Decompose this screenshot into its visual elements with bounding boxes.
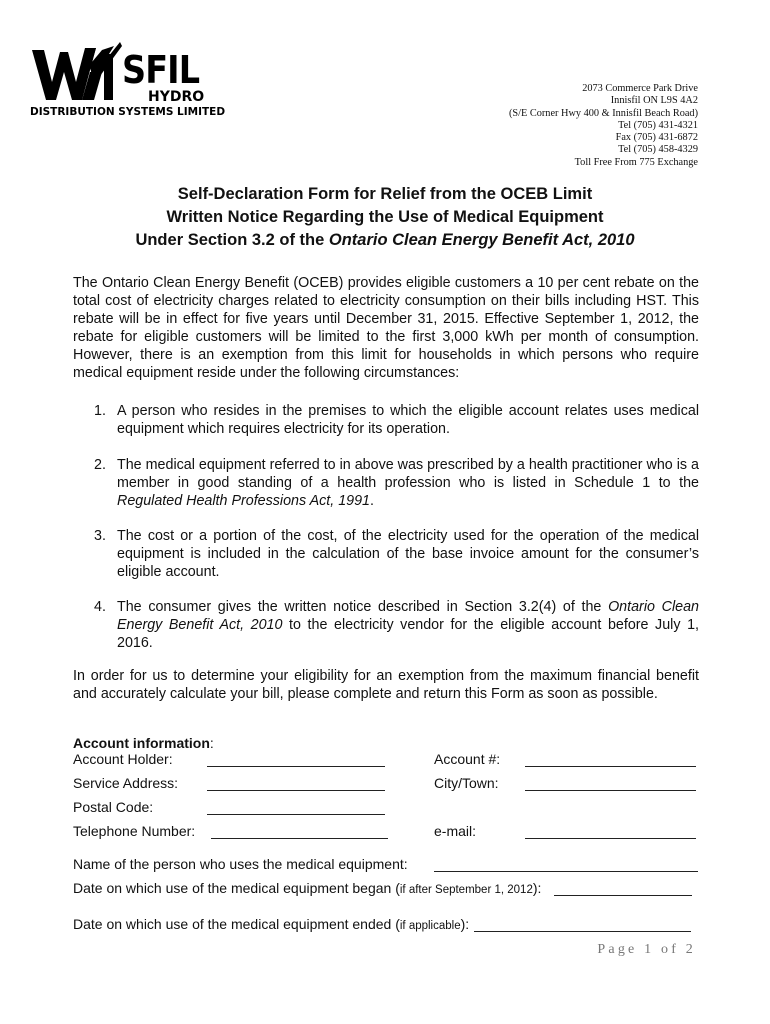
innisfil-logo-icon: [30, 42, 125, 106]
account-info-heading-colon: :: [209, 735, 214, 751]
equipment-ended-label-suffix: ):: [460, 916, 470, 932]
logo-company-line: DISTRIBUTION SYSTEMS LIMITED: [30, 106, 226, 118]
logo-wordmark: SFIL: [122, 48, 200, 92]
equipment-user-label: Name of the person who uses the medical equipment:: [73, 856, 408, 872]
list-item-number: 3.: [94, 528, 106, 544]
equipment-began-note: if after September 1, 2012: [399, 884, 533, 896]
equipment-began-label-suffix: ):: [532, 880, 542, 896]
list-item-text: [117, 456, 699, 510]
city-town-field[interactable]: [525, 790, 696, 791]
intro-paragraph: The Ontario Clean Energy Benefit (OCEB) provides eligible customers a 10 per cent rebate on the total cost of electricity charges related to electricity consumption on their bills including HST. This rebate will be in effect for five years until December 31, 2015. Effective September 1, 2012, the rebate for eligible customers will be limited to the first 3,000 kWh per month of consumption. However, there is an exemption from this limit for households in which persons who require medical equipment reside under the following circumstances:: [73, 275, 699, 381]
equipment-began-label-text: Date on which use of the medical equipment began (: [73, 880, 400, 896]
list-item-text-after: .: [370, 493, 374, 509]
title-act-name: Ontario Clean Energy Benefit Act, 2010: [328, 231, 635, 249]
equipment-ended-field[interactable]: [474, 931, 691, 932]
telephone-label: Telephone Number:: [73, 823, 196, 839]
list-item-act-name: Ontario Clean Energy Benefit Act, 2010: [117, 599, 699, 633]
address-line: Innisfil ON L9S 4A2: [610, 95, 698, 107]
list-item-text-main: The consumer gives the written notice described in Section 3.2(4) of the: [117, 599, 609, 615]
equipment-ended-label: [73, 916, 469, 932]
list-item-text: A person who resides in the premises to which the eligible account relates uses medical equipment which requires electricity for its operation.: [117, 403, 699, 437]
account-info-heading-text: Account information: [73, 735, 210, 751]
postal-code-label: Postal Code:: [73, 799, 154, 815]
equipment-began-field[interactable]: [554, 895, 692, 896]
list-item: [94, 527, 699, 581]
closing-paragraph: In order for us to determine your eligibility for an exemption from the maximum financial benefit and accurately calculate your bill, please complete and return this Form as soon as possible.: [73, 668, 699, 702]
title-line-3: [0, 229, 770, 252]
address-line: (S/E Corner Hwy 400 & Innisfil Beach Road): [508, 107, 698, 119]
list-item: [94, 456, 699, 510]
list-item-text: [117, 598, 699, 652]
postal-code-field[interactable]: [207, 814, 385, 815]
address-line: Toll Free From 775 Exchange: [574, 156, 698, 168]
equipment-began-label: [73, 880, 541, 896]
title-line-1: Self-Declaration Form for Relief from the OCEB Limit: [177, 185, 593, 203]
company-address: [509, 83, 698, 169]
page-number: Page 1 of 2: [597, 942, 696, 957]
list-item-number: 2.: [94, 457, 106, 473]
email-field[interactable]: [525, 838, 696, 839]
account-number-label: Account #:: [434, 751, 501, 767]
list-item-act-name: Regulated Health Professions Act, 1991: [117, 493, 370, 509]
address-line: 2073 Commerce Park Drive: [582, 83, 698, 94]
list-item-number: 1.: [94, 403, 106, 419]
email-label: e-mail:: [434, 823, 477, 839]
list-item: [94, 402, 699, 438]
address-line: Tel (705) 431-4321: [618, 119, 698, 131]
service-address-label: Service Address:: [73, 775, 179, 791]
list-item: [94, 598, 699, 652]
list-item-text: The cost or a portion of the cost, of the electricity used for the operation of the medical equipment is included in the calculation of the base invoice amount for the consumer’s eligible account.: [117, 528, 699, 580]
equipment-ended-note: if applicable: [399, 920, 461, 932]
innisfil-hydro-logo: [30, 42, 226, 120]
list-item-text-main: The medical equipment referred to in above was prescribed by a health practitioner who is a member in good standing of a health profession who is listed in Schedule 1 to the: [117, 457, 699, 491]
account-info-heading: [73, 735, 214, 751]
account-holder-label: Account Holder:: [73, 751, 173, 767]
city-town-label: City/Town:: [434, 775, 499, 791]
telephone-field[interactable]: [211, 838, 388, 839]
equipment-user-field[interactable]: [434, 871, 698, 872]
title-line-3-prefix: Under Section 3.2 of the: [135, 231, 329, 249]
account-number-field[interactable]: [525, 766, 696, 767]
title-line-2: Written Notice Regarding the Use of Medical Equipment: [166, 208, 604, 226]
list-item-number: 4.: [94, 599, 106, 615]
address-line: Fax (705) 431-6872: [615, 132, 698, 144]
service-address-field[interactable]: [207, 790, 385, 791]
account-holder-field[interactable]: [207, 766, 385, 767]
address-line: Tel (705) 458-4329: [618, 144, 698, 156]
logo-hydro: HYDRO: [148, 89, 205, 105]
equipment-ended-label-text: Date on which use of the medical equipment ended (: [73, 916, 400, 932]
form-title: [0, 183, 770, 252]
list-item-text-after: to the electricity vendor for the eligible account before July 1, 2016.: [117, 617, 699, 651]
